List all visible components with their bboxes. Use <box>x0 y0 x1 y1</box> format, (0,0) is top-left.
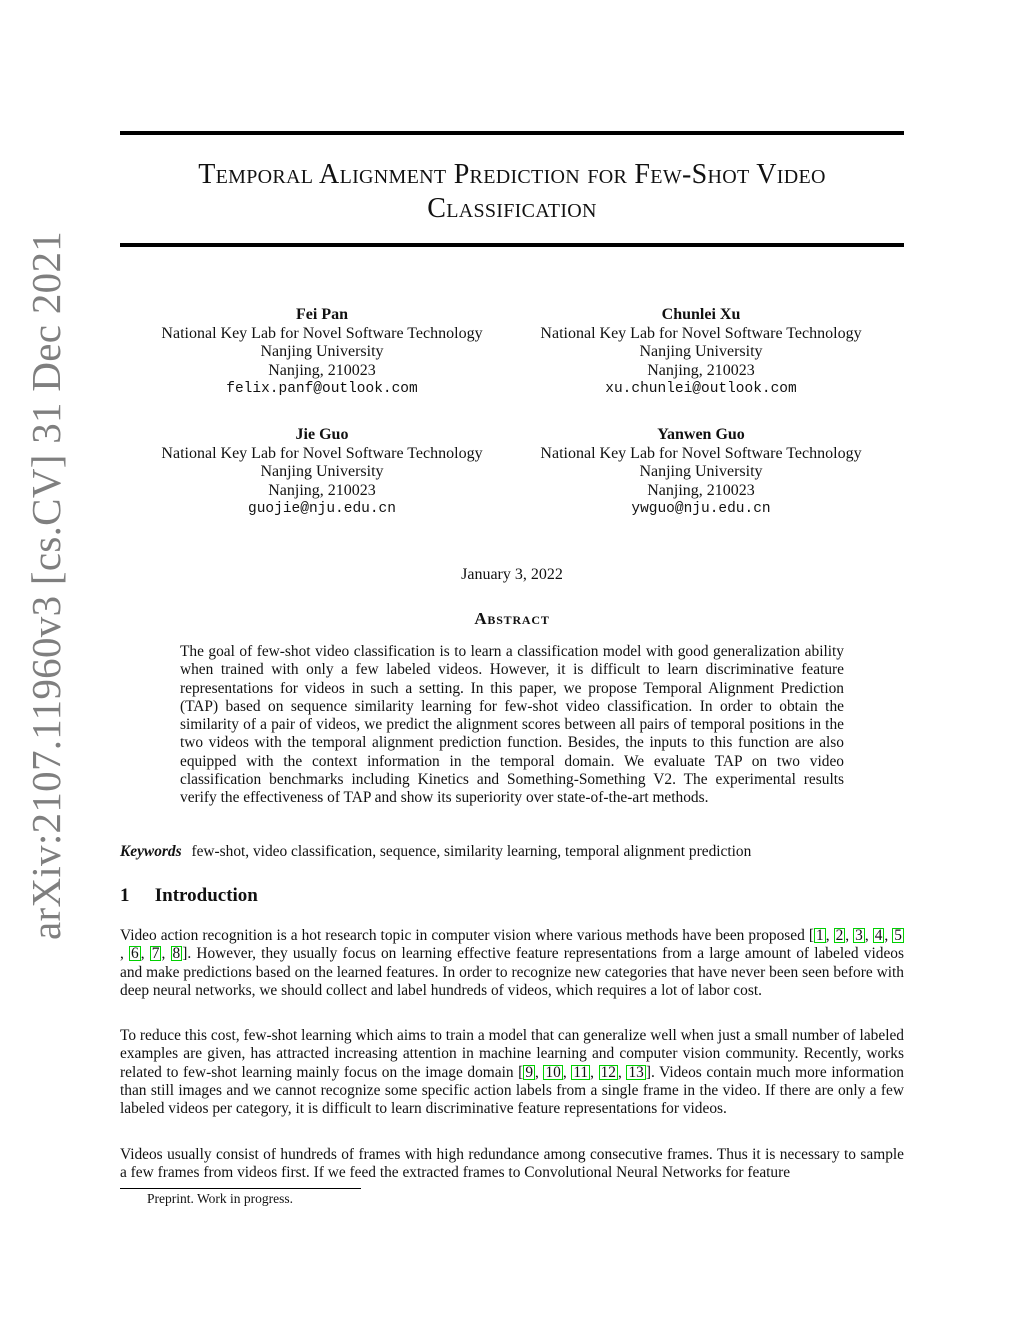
author-affiliation: National Key Lab for Novel Software Technology <box>161 324 483 342</box>
paper-date: January 3, 2022 <box>461 566 563 583</box>
author-university: Nanjing University <box>260 343 384 360</box>
author-email: xu.chunlei@outlook.com <box>605 381 797 397</box>
arxiv-identifier: arXiv:2107.11960v3 [cs.CV] 31 Dec 2021 <box>23 230 69 940</box>
citation-link[interactable]: 1 <box>815 927 824 944</box>
citation-link[interactable]: 5 <box>894 927 902 944</box>
para-text: To reduce this cost, few-shot learning which aims to train a model that can generalize well when just a small number of labeled examples are given, has attracted increasing attention in machine learning and computer vision community. Recently, works related to few-shot learning mainly focus on the image domain [ <box>120 1027 904 1081</box>
section-heading <box>120 885 258 907</box>
author-city: Nanjing, 210023 <box>647 481 755 499</box>
author-affiliation: National Key Lab for Novel Software Technology <box>540 324 862 342</box>
citation-link[interactable]: 10 <box>545 1063 561 1081</box>
keywords-label: Keywords <box>120 843 182 860</box>
author-affiliation: National Key Lab for Novel Software Technology <box>540 444 862 462</box>
author-name: Yanwen Guo <box>657 426 745 443</box>
footnote-rule <box>120 1188 361 1189</box>
author-block <box>501 306 901 399</box>
author-name: Jie Guo <box>295 426 349 443</box>
citation-link[interactable]: 2 <box>835 927 844 944</box>
para-text: Video action recognition is a hot research topic in computer vision where various methods have been proposed [ <box>120 927 814 944</box>
author-city: Nanjing, 210023 <box>647 361 755 379</box>
author-affiliation: National Key Lab for Novel Software Technology <box>161 444 483 462</box>
author-name: Fei Pan <box>296 306 348 323</box>
title-line-2: Classification <box>427 193 597 224</box>
author-block <box>122 426 522 519</box>
citation-link[interactable]: 9 <box>525 1063 534 1081</box>
author-university: Nanjing University <box>260 463 384 480</box>
footnote: Preprint. Work in progress. <box>147 1191 294 1206</box>
author-city: Nanjing, 210023 <box>268 481 376 499</box>
title-top-rule <box>120 131 904 135</box>
intro-paragraph-1: Video action recognition is a hot research topic in computer vision where various methods have been proposed [ 1 , 2 , 3 , 4 , 5, 6 , 7 , 8 ]. However, they usually focus on learning effective feature representations from a large amount of labeled videos and make predictions based on the learned features. In order to recognize new categories that have never been seen before with deep neural networks, we should collect and label hundreds of videos, which requires a lot of labor cost. <box>120 927 904 999</box>
intro-paragraph-2: To reduce this cost, few-shot learning which aims to train a model that can generalize well when just a small number of labeled examples are given, has attracted increasing attention in machine learning and computer vision community. Recently, works related to few-shot learning mainly focus on the image domain [ 9 , 10 , 11 , 12 , 13 ]. Videos contain much more information than still images and we cannot recognize some specific action labels from a single frame in the video. If there are only a few labeled videos per category, it is difficult to learn discriminative feature representations for videos. <box>120 1027 904 1118</box>
intro-paragraph-3: Videos usually consist of hundreds of frames with high redundance among consecutive frames. Thus it is necessary to sample a few frames from videos first. If we feed the extracted frames to Convolutional Neural Networks for feature <box>120 1146 904 1182</box>
citation-link[interactable]: 12 <box>600 1063 616 1081</box>
title-line-1: Temporal Alignment Prediction for Few-Shot Video <box>198 159 826 190</box>
keywords-list: few-shot, video classification, sequence, similarity learning, temporal alignment prediction <box>191 843 752 860</box>
author-email: guojie@nju.edu.cn <box>248 501 396 517</box>
keywords-line <box>120 843 904 861</box>
citation-link[interactable]: 6 <box>131 945 139 963</box>
citation-link[interactable]: 3 <box>855 927 863 944</box>
citation-link[interactable]: 8 <box>172 945 181 963</box>
author-email: ywguo@nju.edu.cn <box>631 501 771 517</box>
author-block <box>501 426 901 519</box>
author-city: Nanjing, 210023 <box>268 361 376 379</box>
citation-link[interactable]: 13 <box>628 1063 644 1081</box>
paper-title <box>120 158 904 226</box>
author-block <box>122 306 522 399</box>
para-text: ]. Videos contain much more information than still images and we cannot recognize some specific action labels from a single frame in the video. If there are only a few labeled videos per category, it is difficult to learn discriminative feature representations for videos. <box>120 1063 904 1118</box>
citation-link[interactable]: 7 <box>151 945 160 963</box>
abstract-text: The goal of few-shot video classification is to learn a classification model with good generalization ability when trained with only a few labeled videos. However, it is difficult to learn discriminative feature representations for videos in such a setting. In this paper, we propose Temporal Alignment Prediction (TAP) based on sequence similarity learning for few-shot video classification. In order to obtain the similarity of a pair of videos, we predict the alignment scores between all pairs of temporal positions in the two videos with the temporal alignment prediction function. Besides, the inputs to this function are also equipped with the context information in the temporal domain. We evaluate TAP on two video classification benchmarks including Kinetics and Something-Something V2. The experimental results verify the effectiveness of TAP and show its superiority over state-of-the-art methods. <box>180 643 844 807</box>
abstract-heading: Abstract <box>474 609 550 628</box>
author-email: felix.panf@outlook.com <box>226 381 418 397</box>
citation-link[interactable]: 11 <box>573 1063 589 1081</box>
para-text: ]. However, they usually focus on learning effective feature representations from a large amount of labeled videos and make predictions based on the learned features. In order to recognize new categories that have never been seen before with deep neural networks, we should collect and label hundreds of videos, which requires a lot of labor cost. <box>120 945 904 999</box>
author-name: Chunlei Xu <box>661 306 741 323</box>
citation-link[interactable]: 4 <box>874 927 883 944</box>
title-bottom-rule <box>120 243 904 247</box>
section-number: 1 <box>120 885 130 906</box>
section-title: Introduction <box>154 885 258 906</box>
author-university: Nanjing University <box>639 463 763 480</box>
author-university: Nanjing University <box>639 343 763 360</box>
